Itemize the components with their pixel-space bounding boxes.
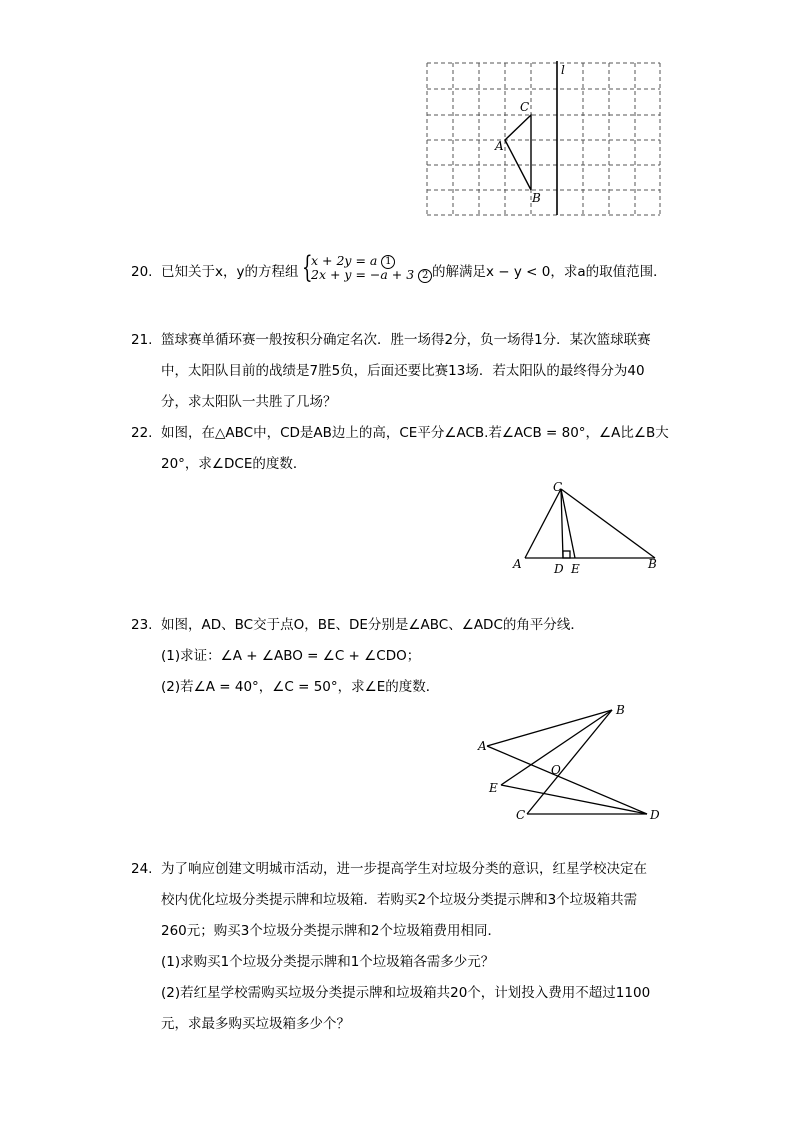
q24-line-5: (2)若红星学校需购买垃圾分类提示牌和垃圾箱共20个，计划投入费用不超过1100: [161, 985, 651, 1001]
q20-prefix: 已知关于x，y的方程组: [161, 264, 299, 280]
q22-line-1: 如图，在△ABC中，CD是AB边上的高，CE平分∠ACB.若∠ACB = 80°，∠A比∠B大: [161, 425, 669, 441]
q20-brace: {: [302, 250, 313, 285]
grid-lines: [427, 63, 660, 215]
q21-number: 21.: [131, 332, 153, 348]
q24-line-4: (1)求购买1个垃圾分类提示牌和1个垃圾箱各需多少元？: [161, 954, 495, 970]
q21-line-2: 中，太阳队目前的战绩是7胜5负，后面还要比赛13场．若太阳队的最终得分为40: [161, 363, 645, 379]
q22-line-2: 20°，求∠DCE的度数．: [161, 456, 307, 472]
q24-line-6: 元，求最多购买垃圾箱多少个？: [161, 1016, 350, 1032]
label-b: B: [532, 191, 541, 205]
q22-label-a: A: [513, 557, 522, 571]
q22-label-c: C: [553, 480, 563, 494]
q21-line-1: 篮球赛单循环赛一般按积分确定名次．胜一场得2分，负一场得1分．某次篮球联赛: [161, 332, 651, 348]
q20-eq2: [311, 268, 432, 283]
q22-label-b: B: [648, 557, 657, 571]
triangle-abc: [505, 115, 531, 190]
q24-number: 24.: [131, 861, 153, 877]
q23-label-c: C: [516, 808, 526, 822]
q22-label-d: D: [554, 562, 564, 576]
q22-side-ac: [525, 489, 561, 558]
q24-line-1: 为了响应创建文明城市活动，进一步提高学生对垃圾分类的意识，红星学校决定在: [161, 861, 647, 877]
q21-line-3: 分，求太阳队一共胜了几场？: [161, 394, 337, 410]
q23-line-2: (1)求证：∠A + ∠ABO = ∠C + ∠CDO；: [161, 648, 421, 664]
q22-figure: [505, 475, 675, 580]
q20-number: 20.: [131, 264, 153, 280]
q20-suffix: 的解满足x − y < 0，求a的取值范围．: [432, 264, 667, 280]
q23-line-3: (2)若∠A = 40°，∠C = 50°，求∠E的度数．: [161, 679, 440, 695]
grid-figure: [420, 58, 670, 223]
q23-label-e: E: [489, 781, 498, 795]
q24-line-2: 校内优化垃圾分类提示牌和垃圾箱．若购买2个垃圾分类提示牌和3个垃圾箱共需: [161, 892, 638, 908]
q20-eq1-text: x + 2y = a: [311, 253, 378, 268]
q23-line-1: 如图，AD、BC交于点O，BE、DE分别是∠ABC、∠ADC的角平分线．: [161, 617, 584, 633]
q23-figure: [470, 700, 670, 828]
q22-right-angle-mark: [563, 551, 570, 558]
q22-label-e: E: [571, 562, 580, 576]
q23-label-o: O: [551, 763, 561, 777]
q23-segment-ad: [487, 746, 647, 814]
q24-line-3: 260元；购买3个垃圾分类提示牌和2个垃圾箱费用相同．: [161, 923, 501, 939]
q23-label-d: D: [650, 808, 660, 822]
q23-label-a: A: [478, 739, 487, 753]
q22-number: 22.: [131, 425, 153, 441]
label-a: A: [495, 139, 504, 153]
q20-eq2-text: 2x + y = −a + 3: [311, 267, 415, 282]
q23-label-b: B: [616, 703, 625, 717]
q20-eq1-mark: 1: [381, 255, 395, 269]
q22-side-bc: [561, 489, 655, 558]
q23-segment-ab: [487, 710, 612, 746]
label-l: l: [561, 63, 565, 77]
q23-number: 23.: [131, 617, 153, 633]
q20-eq2-mark: 2: [418, 269, 432, 283]
label-c: C: [520, 100, 530, 114]
